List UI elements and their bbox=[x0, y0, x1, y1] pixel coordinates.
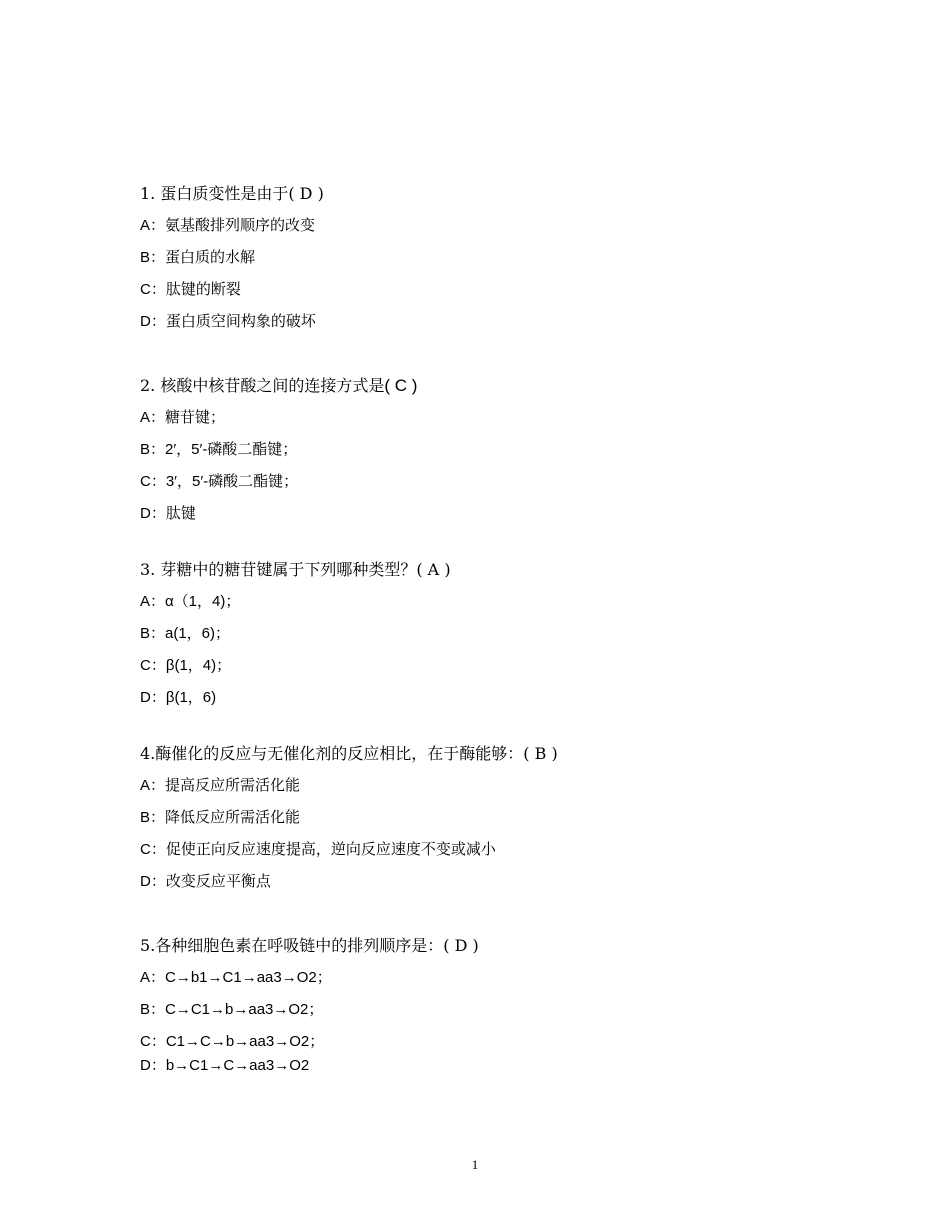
question-1-stem: 1. 蛋白质变性是由于( D ) bbox=[140, 184, 324, 203]
question-2-option-b: B：2′，5′-磷酸二酯键； bbox=[140, 441, 298, 458]
question-3-option-d: D：β(1，6) bbox=[140, 689, 217, 706]
question-4-option-a: A：提高反应所需活化能 bbox=[140, 777, 301, 794]
question-3-option-b: B：a(1，6)； bbox=[140, 625, 231, 642]
question-1-option-c: C：肽键的断裂 bbox=[140, 281, 241, 298]
question-1-option-a: A：氨基酸排列顺序的改变 bbox=[140, 217, 316, 234]
question-2-answer: ( C ) bbox=[384, 376, 418, 395]
question-1-option-b: B：蛋白质的水解 bbox=[140, 249, 256, 266]
question-4-option-d: D：改变反应平衡点 bbox=[140, 873, 271, 890]
question-5-stem: 5.各种细胞色素在呼吸链中的排列顺序是：( D ) bbox=[140, 936, 479, 955]
question-4-stem: 4.酶催化的反应与无催化剂的反应相比，在于酶能够：( B ) bbox=[140, 744, 558, 763]
question-5-option-d: D：b→C1→C→aa3→O2 bbox=[140, 1057, 310, 1074]
page-number: 1 bbox=[471, 1157, 479, 1172]
question-4-option-c: C：促使正向反应速度提高，逆向反应速度不变或减小 bbox=[140, 841, 496, 858]
question-2-option-a: A：糖苷键； bbox=[140, 409, 226, 426]
question-5-option-b: B：C→C1→b→aa3→O2； bbox=[140, 1001, 324, 1018]
question-5-option-c: C：C1→C→b→aa3→O2； bbox=[140, 1033, 325, 1050]
question-3-option-c: C：β(1，4)； bbox=[140, 657, 232, 674]
question-3-stem: 3. 芽糖中的糖苷键属于下列哪种类型？( A ) bbox=[140, 560, 451, 579]
question-2-stem-text: 2. 核酸中核苷酸之间的连接方式是 bbox=[140, 376, 385, 395]
question-3-option-a: A：α（1，4)； bbox=[140, 593, 241, 610]
question-2-option-c: C：3′，5′-磷酸二酯键； bbox=[140, 473, 299, 490]
question-1-option-d: D：蛋白质空间构象的破坏 bbox=[140, 313, 316, 330]
question-4-option-b: B：降低反应所需活化能 bbox=[140, 809, 301, 826]
question-5-option-a: A：C→b1→C1→aa3→O2； bbox=[140, 969, 332, 986]
question-2-option-d: D：肽键 bbox=[140, 505, 196, 522]
question-2-stem bbox=[140, 376, 417, 396]
